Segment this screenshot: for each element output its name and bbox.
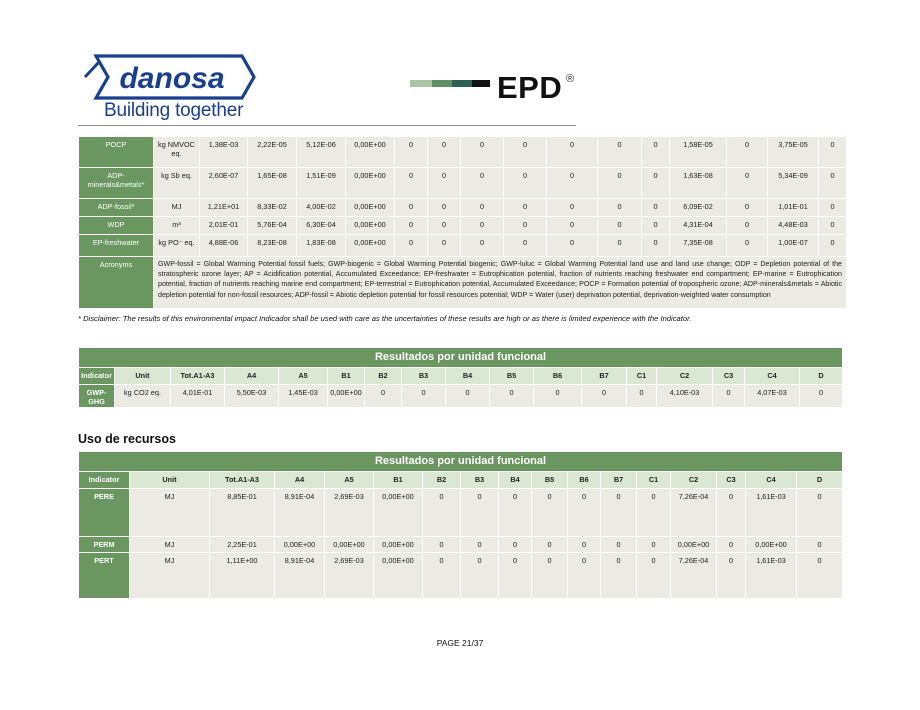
value-cell: 0 bbox=[461, 137, 504, 168]
value-cell: 0,00E+00 bbox=[374, 553, 423, 599]
unit-cell: MJ bbox=[130, 489, 210, 537]
value-cell: 0,00E+00 bbox=[346, 199, 395, 217]
value-cell: 0 bbox=[499, 537, 532, 553]
column-header: B3 bbox=[402, 368, 446, 385]
column-header: B6 bbox=[534, 368, 582, 385]
value-cell: 0 bbox=[601, 553, 637, 599]
value-cell: 0 bbox=[601, 537, 637, 553]
value-cell: 1,65E-08 bbox=[248, 168, 297, 199]
value-cell: 0 bbox=[395, 137, 428, 168]
value-cell: 0 bbox=[713, 385, 745, 408]
value-cell: 4,10E-03 bbox=[657, 385, 713, 408]
value-cell: 0 bbox=[717, 537, 746, 553]
value-cell: 0 bbox=[601, 489, 637, 537]
table-row bbox=[79, 199, 847, 217]
column-header: C1 bbox=[637, 472, 671, 489]
value-cell: 0,00E+00 bbox=[328, 385, 365, 408]
value-cell: 0 bbox=[598, 217, 642, 235]
value-cell: 2,25E-01 bbox=[210, 537, 275, 553]
value-cell: 5,12E-06 bbox=[297, 137, 346, 168]
column-header: C3 bbox=[717, 472, 746, 489]
value-cell: 0 bbox=[582, 385, 627, 408]
value-cell: 0 bbox=[532, 537, 568, 553]
impact-indicators-table bbox=[78, 136, 847, 309]
acronyms-text: GWP-fossil = Global Warming Potential fossil fuels; GWP-biogenic = Global Warming Potential biogenic; GWP-luluc = Global Warming Potential land use and land use change; ODP = Depletion potential of the stratospheric ozone layer; AP = Acidification potential, Accumulated Exceedance; EP-freshwater = Eutrophication potential, fraction of nutrients reaching freshwater end compartment; EP-marine = Eutrophication potential, fraction of nutrients reaching marine end compartment; EP-terrestrial = Eutrophication potential, Accumulated Exceedance; POCP = Formation potential of tropospheric ozone; ADP-minerals&metals = Abiotic depletion potential for non-fossil resources; ADP-fossil = Abiotic depletion potential for fossil resources potential; WDP = Water (user) deprivation potential, deprivation-weighted water consumption bbox=[154, 257, 847, 309]
unit-cell: kg PO⁻ eq. bbox=[154, 235, 200, 257]
value-cell: 0,00E+00 bbox=[671, 537, 717, 553]
value-cell: 0 bbox=[568, 537, 601, 553]
value-cell: 0 bbox=[642, 199, 670, 217]
value-cell: 0 bbox=[627, 385, 657, 408]
value-cell: 2,69E-03 bbox=[325, 489, 374, 537]
logo-tagline: Building together bbox=[104, 100, 244, 121]
value-cell: 1,01E-01 bbox=[768, 199, 819, 217]
resources-results-table bbox=[78, 451, 843, 599]
column-header: C3 bbox=[713, 368, 745, 385]
page-number: PAGE 21/37 bbox=[436, 638, 484, 648]
value-cell: 0 bbox=[717, 553, 746, 599]
value-cell: 0,00E+00 bbox=[346, 137, 395, 168]
value-cell: 1,21E+01 bbox=[200, 199, 248, 217]
table-title: Resultados por unidad funcional bbox=[79, 348, 843, 368]
column-header: C2 bbox=[671, 472, 717, 489]
registered-mark: ® bbox=[566, 73, 575, 85]
value-cell: 0 bbox=[717, 489, 746, 537]
column-header: C4 bbox=[745, 368, 800, 385]
value-cell: 0 bbox=[800, 385, 843, 408]
indicator-cell: ADP-minerals&metals* bbox=[79, 168, 154, 199]
value-cell: 0 bbox=[504, 199, 547, 217]
value-cell: 0 bbox=[499, 489, 532, 537]
value-cell: 0 bbox=[819, 168, 847, 199]
value-cell: 0 bbox=[598, 168, 642, 199]
value-cell: 2,69E-03 bbox=[325, 553, 374, 599]
table-title-row bbox=[79, 452, 843, 472]
value-cell: 1,38E-03 bbox=[200, 137, 248, 168]
column-header: D bbox=[797, 472, 843, 489]
value-cell: 0 bbox=[547, 217, 598, 235]
column-header: Unit bbox=[115, 368, 171, 385]
value-cell: 0 bbox=[547, 235, 598, 257]
value-cell: 0 bbox=[642, 217, 670, 235]
value-cell: 1,63E-08 bbox=[670, 168, 727, 199]
value-cell: 0 bbox=[461, 217, 504, 235]
value-cell: 0 bbox=[547, 137, 598, 168]
value-cell: 0 bbox=[727, 235, 768, 257]
unit-cell: MJ bbox=[130, 537, 210, 553]
value-cell: 4,88E-06 bbox=[200, 235, 248, 257]
value-cell: 0,00E+00 bbox=[346, 217, 395, 235]
value-cell: 0 bbox=[568, 553, 601, 599]
value-cell: 1,58E-05 bbox=[670, 137, 727, 168]
indicator-cell: GWP-GHG bbox=[79, 385, 115, 408]
value-cell: 0 bbox=[642, 168, 670, 199]
value-cell: 0 bbox=[797, 489, 843, 537]
value-cell: 0 bbox=[461, 199, 504, 217]
value-cell: 0 bbox=[547, 168, 598, 199]
value-cell: 0 bbox=[532, 553, 568, 599]
value-cell: 8,23E-08 bbox=[248, 235, 297, 257]
column-header: Tot.A1-A3 bbox=[210, 472, 275, 489]
value-cell: 1,61E-03 bbox=[746, 553, 797, 599]
value-cell: 4,31E-04 bbox=[670, 217, 727, 235]
value-cell: 0 bbox=[428, 199, 461, 217]
svg-text:danosa: danosa bbox=[119, 62, 225, 95]
column-header: D bbox=[800, 368, 843, 385]
value-cell: 0 bbox=[532, 489, 568, 537]
value-cell: 0 bbox=[365, 385, 402, 408]
value-cell: 0 bbox=[428, 235, 461, 257]
column-header: A5 bbox=[325, 472, 374, 489]
value-cell: 0 bbox=[819, 235, 847, 257]
value-cell: 8,33E-02 bbox=[248, 199, 297, 217]
value-cell: 0 bbox=[504, 137, 547, 168]
column-header: B3 bbox=[461, 472, 499, 489]
column-header: B2 bbox=[365, 368, 402, 385]
unit-cell: MJ bbox=[154, 199, 200, 217]
table-title-row bbox=[79, 348, 843, 368]
value-cell: 0 bbox=[402, 385, 446, 408]
value-cell: 5,50E-03 bbox=[225, 385, 279, 408]
value-cell: 3,75E-05 bbox=[768, 137, 819, 168]
value-cell: 0 bbox=[504, 217, 547, 235]
value-cell: 0 bbox=[461, 489, 499, 537]
epd-color-bars bbox=[410, 80, 490, 87]
column-header: C4 bbox=[746, 472, 797, 489]
value-cell: 0 bbox=[547, 199, 598, 217]
value-cell: 0 bbox=[727, 168, 768, 199]
value-cell: 4,00E-02 bbox=[297, 199, 346, 217]
value-cell: 0,00E+00 bbox=[275, 537, 325, 553]
value-cell: 7,26E-04 bbox=[671, 553, 717, 599]
column-header: B1 bbox=[374, 472, 423, 489]
value-cell: 0,00E+00 bbox=[746, 537, 797, 553]
column-header: B4 bbox=[499, 472, 532, 489]
value-cell: 0,00E+00 bbox=[374, 537, 423, 553]
indicator-cell: POCP bbox=[79, 137, 154, 168]
indicator-cell: WDP bbox=[79, 217, 154, 235]
value-cell: 1,11E+00 bbox=[210, 553, 275, 599]
value-cell: 0 bbox=[642, 137, 670, 168]
value-cell: 0 bbox=[395, 168, 428, 199]
value-cell: 0 bbox=[504, 235, 547, 257]
unit-cell: kg Sb eq. bbox=[154, 168, 200, 199]
value-cell: 0 bbox=[395, 199, 428, 217]
value-cell: 0 bbox=[461, 168, 504, 199]
column-header: B5 bbox=[532, 472, 568, 489]
disclaimer-note: * Disclaimer: The results of this environmental impact Indicador shall be used with care as the uncertainties of these results are high or as there is limited experience with the Indicator. bbox=[78, 314, 692, 323]
value-cell: 0 bbox=[642, 235, 670, 257]
value-cell: 0 bbox=[490, 385, 534, 408]
value-cell: 0 bbox=[637, 537, 671, 553]
value-cell: 0 bbox=[598, 137, 642, 168]
value-cell: 0 bbox=[428, 217, 461, 235]
value-cell: 1,61E-03 bbox=[746, 489, 797, 537]
unit-cell: m³ bbox=[154, 217, 200, 235]
unit-cell: kg CO2 eq. bbox=[115, 385, 171, 408]
value-cell: 6,30E-04 bbox=[297, 217, 346, 235]
column-header: Unit bbox=[130, 472, 210, 489]
indicator-cell: PERE bbox=[79, 489, 130, 537]
value-cell: 2,22E-05 bbox=[248, 137, 297, 168]
unit-cell: kg NMVOC eq. bbox=[154, 137, 200, 168]
value-cell: 0 bbox=[428, 137, 461, 168]
table-row bbox=[79, 489, 843, 537]
value-cell: 0 bbox=[727, 217, 768, 235]
value-cell: 0 bbox=[461, 235, 504, 257]
header-divider bbox=[78, 125, 576, 126]
value-cell: 1,83E-08 bbox=[297, 235, 346, 257]
value-cell: 8,85E-01 bbox=[210, 489, 275, 537]
value-cell: 8,91E-04 bbox=[275, 553, 325, 599]
value-cell: 7,26E-04 bbox=[671, 489, 717, 537]
table-row bbox=[79, 217, 847, 235]
value-cell: 1,00E-07 bbox=[768, 235, 819, 257]
column-header: B7 bbox=[601, 472, 637, 489]
column-header: Indicator bbox=[79, 368, 115, 385]
table-title: Resultados por unidad funcional bbox=[79, 452, 843, 472]
section-heading: Uso de recursos bbox=[78, 432, 176, 446]
value-cell: 0 bbox=[499, 553, 532, 599]
value-cell: 4,07E-03 bbox=[745, 385, 800, 408]
column-header: A4 bbox=[275, 472, 325, 489]
value-cell: 0,00E+00 bbox=[346, 235, 395, 257]
value-cell: 0 bbox=[423, 537, 461, 553]
value-cell: 0 bbox=[598, 199, 642, 217]
table-row bbox=[79, 235, 847, 257]
value-cell: 2,60E-07 bbox=[200, 168, 248, 199]
value-cell: 0 bbox=[727, 199, 768, 217]
value-cell: 0 bbox=[461, 553, 499, 599]
unit-cell: MJ bbox=[130, 553, 210, 599]
value-cell: 0 bbox=[446, 385, 490, 408]
value-cell: 0 bbox=[423, 553, 461, 599]
value-cell: 0 bbox=[598, 235, 642, 257]
column-header: A5 bbox=[279, 368, 328, 385]
table-row bbox=[79, 553, 843, 599]
value-cell: 0 bbox=[423, 489, 461, 537]
value-cell: 1,51E-09 bbox=[297, 168, 346, 199]
value-cell: 0,00E+00 bbox=[374, 489, 423, 537]
value-cell: 0 bbox=[395, 217, 428, 235]
value-cell: 0 bbox=[461, 537, 499, 553]
value-cell: 0,00E+00 bbox=[325, 537, 374, 553]
table-row bbox=[79, 385, 843, 408]
column-header: C2 bbox=[657, 368, 713, 385]
value-cell: 5,34E-09 bbox=[768, 168, 819, 199]
table-row bbox=[79, 537, 843, 553]
table-header-row bbox=[79, 472, 843, 489]
column-header: B5 bbox=[490, 368, 534, 385]
column-header: B2 bbox=[423, 472, 461, 489]
value-cell: 0 bbox=[428, 168, 461, 199]
indicator-cell: ADP-fossil* bbox=[79, 199, 154, 217]
value-cell: 0 bbox=[395, 235, 428, 257]
indicator-cell: PERM bbox=[79, 537, 130, 553]
value-cell: 8,91E-04 bbox=[275, 489, 325, 537]
value-cell: 0 bbox=[797, 537, 843, 553]
value-cell: 2,01E-01 bbox=[200, 217, 248, 235]
ghg-results-table bbox=[78, 347, 843, 408]
value-cell: 0 bbox=[727, 137, 768, 168]
value-cell: 0 bbox=[797, 553, 843, 599]
value-cell: 4,01E-01 bbox=[171, 385, 225, 408]
value-cell: 4,48E-03 bbox=[768, 217, 819, 235]
value-cell: 0 bbox=[504, 168, 547, 199]
acronyms-row bbox=[79, 257, 847, 309]
indicator-cell: PERT bbox=[79, 553, 130, 599]
column-header: B4 bbox=[446, 368, 490, 385]
value-cell: 0 bbox=[819, 217, 847, 235]
value-cell: 5,76E-04 bbox=[248, 217, 297, 235]
value-cell: 0 bbox=[819, 137, 847, 168]
indicator-cell: EP-freshwater bbox=[79, 235, 154, 257]
table-header-row bbox=[79, 368, 843, 385]
column-header: C1 bbox=[627, 368, 657, 385]
column-header: B6 bbox=[568, 472, 601, 489]
column-header: Indicator bbox=[79, 472, 130, 489]
table-row bbox=[79, 137, 847, 168]
acronyms-label: Acronyms bbox=[79, 257, 154, 309]
table-row bbox=[79, 168, 847, 199]
value-cell: 0 bbox=[534, 385, 582, 408]
column-header: B7 bbox=[582, 368, 627, 385]
epd-logo-text: EPD bbox=[497, 70, 563, 105]
column-header: B1 bbox=[328, 368, 365, 385]
value-cell: 0 bbox=[637, 489, 671, 537]
value-cell: 6,09E-02 bbox=[670, 199, 727, 217]
value-cell: 0 bbox=[637, 553, 671, 599]
column-header: Tot.A1-A3 bbox=[171, 368, 225, 385]
value-cell: 0 bbox=[568, 489, 601, 537]
value-cell: 1,45E-03 bbox=[279, 385, 328, 408]
value-cell: 0 bbox=[819, 199, 847, 217]
column-header: A4 bbox=[225, 368, 279, 385]
value-cell: 7,35E-08 bbox=[670, 235, 727, 257]
value-cell: 0,00E+00 bbox=[346, 168, 395, 199]
